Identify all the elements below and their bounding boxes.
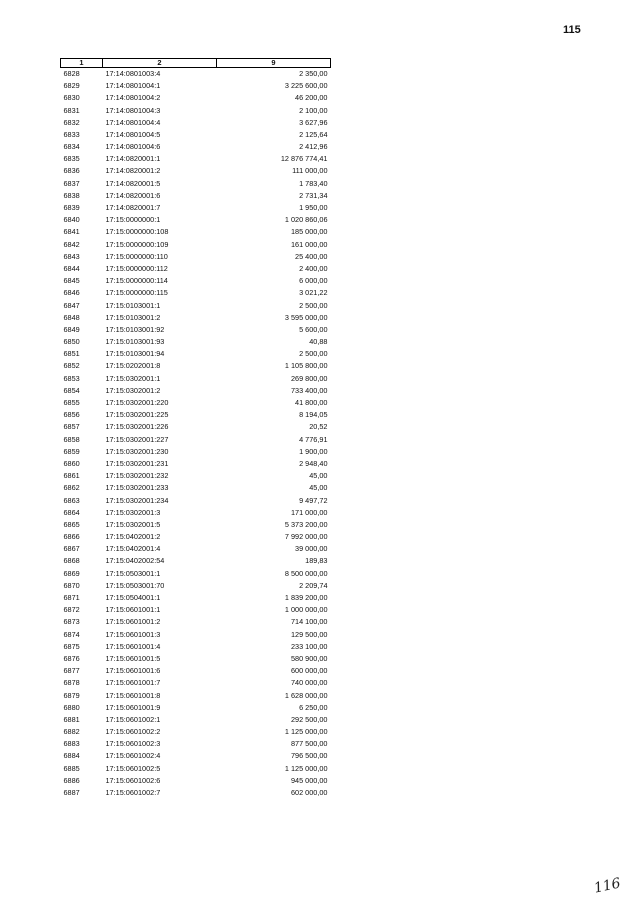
row-number: 6856 [63, 410, 80, 420]
cadastral-value: 2 209,74 [299, 580, 328, 590]
table-row [61, 774, 331, 786]
row-number: 6871 [63, 593, 80, 602]
cadastral-number: 17:14:0801004:5 [105, 129, 161, 139]
table-row [61, 458, 331, 470]
table-row [61, 738, 331, 750]
table-row [61, 214, 331, 226]
table-row [61, 80, 331, 92]
cadastral-value: 2 125,64 [299, 129, 328, 139]
page-number: 115 [563, 24, 581, 36]
row-number: 6862 [63, 483, 80, 493]
cadastral-number: 17:14:0801004:1 [105, 81, 161, 91]
cadastral-number: 17:15:0601002:5 [105, 763, 161, 773]
cadastral-number: 17:15:0402001:2 [105, 532, 161, 542]
cadastral-value: 2 100,00 [299, 105, 328, 115]
cadastral-value: 3 595 000,00 [284, 312, 328, 322]
row-number: 6875 [63, 641, 80, 651]
row-number: 6849 [63, 324, 80, 334]
table-row [61, 397, 331, 409]
row-number: 6878 [63, 678, 80, 688]
cadastral-number: 17:15:0103001:92 [105, 324, 165, 334]
row-number: 6859 [63, 446, 80, 456]
cadastral-value: 8 194,05 [299, 410, 328, 420]
cadastral-value: 269 800,00 [290, 373, 328, 383]
cadastral-number: 17:15:0601001:2 [105, 617, 161, 627]
cadastral-number: 17:15:0601001:7 [105, 678, 161, 688]
row-number: 6847 [63, 300, 80, 310]
row-number: 6839 [63, 203, 80, 212]
table-row [61, 153, 331, 165]
table-row [61, 616, 331, 628]
table-row [61, 628, 331, 640]
cadastral-value: 4 776,91 [299, 434, 328, 444]
table-row [61, 482, 331, 494]
cadastral-value: 171 000,00 [290, 507, 328, 517]
cadastral-value: 1 000 000,00 [284, 605, 328, 615]
row-number: 6830 [63, 93, 80, 103]
cadastral-value: 945 000,00 [290, 775, 328, 785]
cadastral-value: 39 000,00 [295, 544, 328, 554]
cadastral-number: 17:14:0801004:3 [105, 105, 161, 115]
cadastral-number: 17:14:0820001:6 [105, 190, 161, 200]
cadastral-number: 17:15:0000000:1 [105, 215, 161, 225]
cadastral-number: 17:15:0302001:230 [105, 446, 169, 456]
table-row [61, 226, 331, 238]
cadastral-value: 3 225 600,00 [284, 81, 328, 91]
cadastral-number: 17:15:0302001:231 [105, 458, 169, 468]
table-row [61, 311, 331, 323]
cadastral-value: 7 992 000,00 [284, 532, 328, 542]
cadastral-value: 1 020 860,06 [284, 215, 328, 225]
row-number: 6838 [63, 190, 80, 200]
cadastral-value: 185 000,00 [290, 227, 328, 237]
cadastral-number: 17:14:0820001:2 [105, 166, 161, 176]
row-number: 6840 [63, 215, 80, 225]
row-number: 6853 [63, 373, 80, 383]
row-number: 6881 [63, 714, 80, 724]
row-number: 6864 [63, 507, 80, 517]
table-row [61, 701, 331, 713]
row-number: 6880 [63, 702, 80, 712]
table-row [61, 165, 331, 177]
table-row [61, 336, 331, 348]
cadastral-number: 17:15:0601001:5 [105, 653, 161, 663]
row-number: 6879 [63, 690, 80, 700]
table-row [61, 275, 331, 287]
cadastral-number: 17:15:0302001:5 [105, 519, 161, 529]
cadastral-number: 17:15:0402002:54 [105, 556, 165, 566]
row-number: 6851 [63, 349, 80, 359]
row-number: 6885 [63, 763, 80, 773]
cadastral-number: 17:15:0302001:220 [105, 398, 169, 407]
cadastral-number: 17:14:0820001:5 [105, 178, 161, 188]
row-number: 6882 [63, 727, 80, 737]
table-row [61, 141, 331, 153]
row-number: 6834 [63, 142, 80, 152]
row-number: 6867 [63, 544, 80, 554]
cadastral-value: 1 900,00 [299, 446, 328, 456]
cadastral-number: 17:15:0601002:3 [105, 739, 161, 749]
row-number: 6876 [63, 653, 80, 663]
cadastral-value: 740 000,00 [290, 678, 328, 688]
header-row [61, 59, 331, 68]
table-row [61, 494, 331, 506]
cadastral-number: 17:15:0601002:2 [105, 727, 161, 737]
table-row [61, 762, 331, 774]
cadastral-value: 233 100,00 [290, 641, 328, 651]
cadastral-number: 17:15:0601001:6 [105, 666, 161, 676]
table-row [61, 470, 331, 482]
row-number: 6883 [63, 739, 80, 749]
table-row [61, 384, 331, 396]
cadastral-number: 17:15:0302001:3 [105, 507, 161, 517]
row-number: 6842 [63, 239, 80, 249]
cadastral-value: 580 900,00 [290, 653, 328, 663]
row-number: 6846 [63, 288, 80, 298]
row-number: 6868 [63, 556, 80, 566]
row-number: 6858 [63, 434, 80, 444]
table-row [61, 665, 331, 677]
row-number: 6861 [63, 471, 80, 481]
row-number: 6845 [63, 276, 80, 286]
row-number: 6854 [63, 385, 80, 395]
row-number: 6865 [63, 519, 80, 529]
row-number: 6852 [63, 361, 80, 371]
column-header-cadastral-code: 2 [103, 59, 217, 68]
row-number: 6884 [63, 751, 80, 761]
cadastral-value: 41 800,00 [295, 398, 328, 407]
table-row [61, 116, 331, 128]
table-row [61, 787, 331, 799]
cadastral-number: 17:14:0801004:2 [105, 93, 161, 103]
table-row [61, 713, 331, 725]
table-row [61, 250, 331, 262]
table-row [61, 189, 331, 201]
cadastral-value: 1 839 200,00 [284, 593, 328, 602]
cadastral-value: 189,83 [305, 556, 328, 566]
cadastral-number: 17:15:0601001:9 [105, 702, 161, 712]
cadastral-value: 45,00 [309, 471, 328, 481]
cadastral-value: 6 250,00 [299, 702, 328, 712]
cadastral-value: 46 200,00 [295, 93, 328, 103]
cadastral-number: 17:15:0601001:1 [105, 605, 161, 615]
table-row [61, 750, 331, 762]
cadastral-value: 1 950,00 [299, 203, 328, 212]
cadastral-value: 3 627,96 [299, 117, 328, 127]
row-number: 6857 [63, 422, 80, 432]
cadastral-number: 17:15:0302001:226 [105, 422, 169, 432]
cadastral-value: 40,88 [309, 337, 328, 347]
cadastral-value: 2 500,00 [299, 300, 328, 310]
row-number: 6870 [63, 580, 80, 590]
cadastral-number: 17:15:0302001:227 [105, 434, 169, 444]
table-row [61, 177, 331, 189]
cadastral-value: 161 000,00 [290, 239, 328, 249]
table-row [61, 567, 331, 579]
row-number: 6848 [63, 312, 80, 322]
table-row [61, 202, 331, 214]
table-row [61, 421, 331, 433]
cadastral-value: 796 500,00 [290, 751, 328, 761]
row-number: 6841 [63, 227, 80, 237]
cadastral-number: 17:15:0601002:7 [105, 788, 161, 797]
cadastral-value: 2 350,00 [299, 68, 328, 78]
table-row [61, 360, 331, 372]
table-row [61, 506, 331, 518]
cadastral-number: 17:15:0402001:4 [105, 544, 161, 554]
cadastral-number: 17:15:0000000:109 [105, 239, 169, 249]
cadastral-value: 8 500 000,00 [284, 568, 328, 578]
table-row [61, 445, 331, 457]
cadastral-number: 17:15:0503001:70 [105, 580, 165, 590]
cadastral-number: 17:15:0601001:4 [105, 641, 161, 651]
column-header-value: 9 [217, 59, 331, 68]
cadastral-value: 1 125 000,00 [284, 763, 328, 773]
table-row [61, 543, 331, 555]
register-table [60, 58, 331, 799]
table-row [61, 238, 331, 250]
cadastral-number: 17:15:0000000:114 [105, 276, 168, 286]
table-row [61, 604, 331, 616]
table-row [61, 409, 331, 421]
cadastral-number: 17:15:0302001:225 [105, 410, 169, 420]
cadastral-value: 1 125 000,00 [284, 727, 328, 737]
row-number: 6887 [63, 788, 80, 797]
cadastral-number: 17:14:0801004:4 [105, 117, 161, 127]
row-number: 6829 [63, 81, 80, 91]
table-row [61, 372, 331, 384]
cadastral-value: 2 500,00 [299, 349, 328, 359]
cadastral-value: 9 497,72 [299, 495, 328, 505]
cadastral-value: 292 500,00 [290, 714, 328, 724]
cadastral-value: 600 000,00 [290, 666, 328, 676]
cadastral-number: 17:15:0302001:233 [105, 483, 169, 493]
table-row [61, 640, 331, 652]
cadastral-value: 1 628 000,00 [284, 690, 328, 700]
table-row [61, 653, 331, 665]
cadastral-value: 45,00 [309, 483, 328, 493]
table-row [61, 67, 331, 80]
table-row [61, 92, 331, 104]
cadastral-number: 17:15:0302001:2 [105, 385, 161, 395]
register-table-container [60, 58, 330, 799]
table-row [61, 531, 331, 543]
table-row [61, 592, 331, 604]
table-row [61, 104, 331, 116]
cadastral-number: 17:15:0000000:110 [105, 251, 168, 261]
cadastral-value: 2 400,00 [299, 263, 328, 273]
cadastral-number: 17:15:0601002:4 [105, 751, 161, 761]
cadastral-number: 17:14:0801004:6 [105, 142, 161, 152]
cadastral-number: 17:14:0801003:4 [105, 68, 161, 78]
cadastral-value: 6 000,00 [299, 276, 328, 286]
cadastral-number: 17:15:0601001:8 [105, 690, 161, 700]
cadastral-number: 17:15:0103001:93 [105, 337, 165, 347]
table-row [61, 348, 331, 360]
cadastral-value: 2 731,34 [299, 190, 328, 200]
cadastral-number: 17:15:0503001:1 [105, 568, 161, 578]
row-number: 6831 [63, 105, 80, 115]
row-number: 6877 [63, 666, 80, 676]
cadastral-value: 5 600,00 [299, 324, 328, 334]
table-row [61, 299, 331, 311]
row-number: 6855 [63, 398, 80, 407]
table-row [61, 263, 331, 275]
cadastral-number: 17:14:0820001:1 [105, 154, 161, 164]
row-number: 6844 [63, 263, 80, 273]
cadastral-number: 17:15:0601001:3 [105, 629, 161, 639]
table-row [61, 555, 331, 567]
table-row [61, 433, 331, 445]
cadastral-number: 17:15:0103001:94 [105, 349, 165, 359]
row-number: 6835 [63, 154, 80, 164]
row-number: 6833 [63, 129, 80, 139]
cadastral-value: 25 400,00 [295, 251, 328, 261]
cadastral-value: 714 100,00 [290, 617, 328, 627]
cadastral-number: 17:15:0103001:2 [105, 312, 161, 322]
row-number: 6866 [63, 532, 80, 542]
cadastral-value: 2 948,40 [299, 458, 328, 468]
row-number: 6837 [63, 178, 80, 188]
table-row [61, 323, 331, 335]
row-number: 6873 [63, 617, 80, 627]
row-number: 6836 [63, 166, 80, 176]
cadastral-value: 1 105 800,00 [284, 361, 328, 371]
row-number: 6832 [63, 117, 80, 127]
row-number: 6886 [63, 775, 80, 785]
cadastral-number: 17:14:0820001:7 [105, 203, 161, 212]
row-number: 6828 [63, 68, 80, 78]
table-row [61, 128, 331, 140]
table-row [61, 579, 331, 591]
cadastral-number: 17:15:0601002:6 [105, 775, 161, 785]
cadastral-number: 17:15:0000000:112 [105, 263, 168, 273]
cadastral-value: 5 373 200,00 [284, 519, 328, 529]
cadastral-value: 129 500,00 [290, 629, 328, 639]
table-row [61, 689, 331, 701]
cadastral-number: 17:15:0103001:1 [105, 300, 161, 310]
table-row [61, 287, 331, 299]
cadastral-number: 17:15:0302001:1 [105, 373, 161, 383]
cadastral-value: 602 000,00 [290, 788, 328, 797]
handwritten-page-mark: 116 [592, 875, 623, 897]
column-header-number: 1 [61, 59, 103, 68]
table-row [61, 677, 331, 689]
row-number: 6850 [63, 337, 80, 347]
table-row [61, 726, 331, 738]
row-number: 6874 [63, 629, 80, 639]
cadastral-value: 877 500,00 [290, 739, 328, 749]
cadastral-value: 20,52 [309, 422, 328, 432]
cadastral-value: 12 876 774,41 [280, 154, 328, 164]
row-number: 6843 [63, 251, 80, 261]
cadastral-value: 1 783,40 [299, 178, 328, 188]
cadastral-number: 17:15:0202001:8 [105, 361, 161, 371]
cadastral-value: 2 412,96 [299, 142, 328, 152]
row-number: 6860 [63, 458, 80, 468]
cadastral-number: 17:15:0302001:232 [105, 471, 169, 481]
row-number: 6869 [63, 568, 80, 578]
cadastral-value: 3 021,22 [299, 288, 328, 298]
cadastral-value: 733 400,00 [290, 385, 328, 395]
table-header [61, 59, 331, 68]
table-row [61, 518, 331, 530]
row-number: 6872 [63, 605, 80, 615]
cadastral-number: 17:15:0504001:1 [105, 593, 161, 602]
table-body [61, 67, 331, 799]
cadastral-number: 17:15:0000000:108 [105, 227, 169, 237]
cadastral-number: 17:15:0000000:115 [105, 288, 168, 298]
cadastral-number: 17:15:0601002:1 [105, 714, 161, 724]
row-number: 6863 [63, 495, 80, 505]
cadastral-value: 111 000,00 [292, 166, 328, 176]
cadastral-number: 17:15:0302001:234 [105, 495, 169, 505]
